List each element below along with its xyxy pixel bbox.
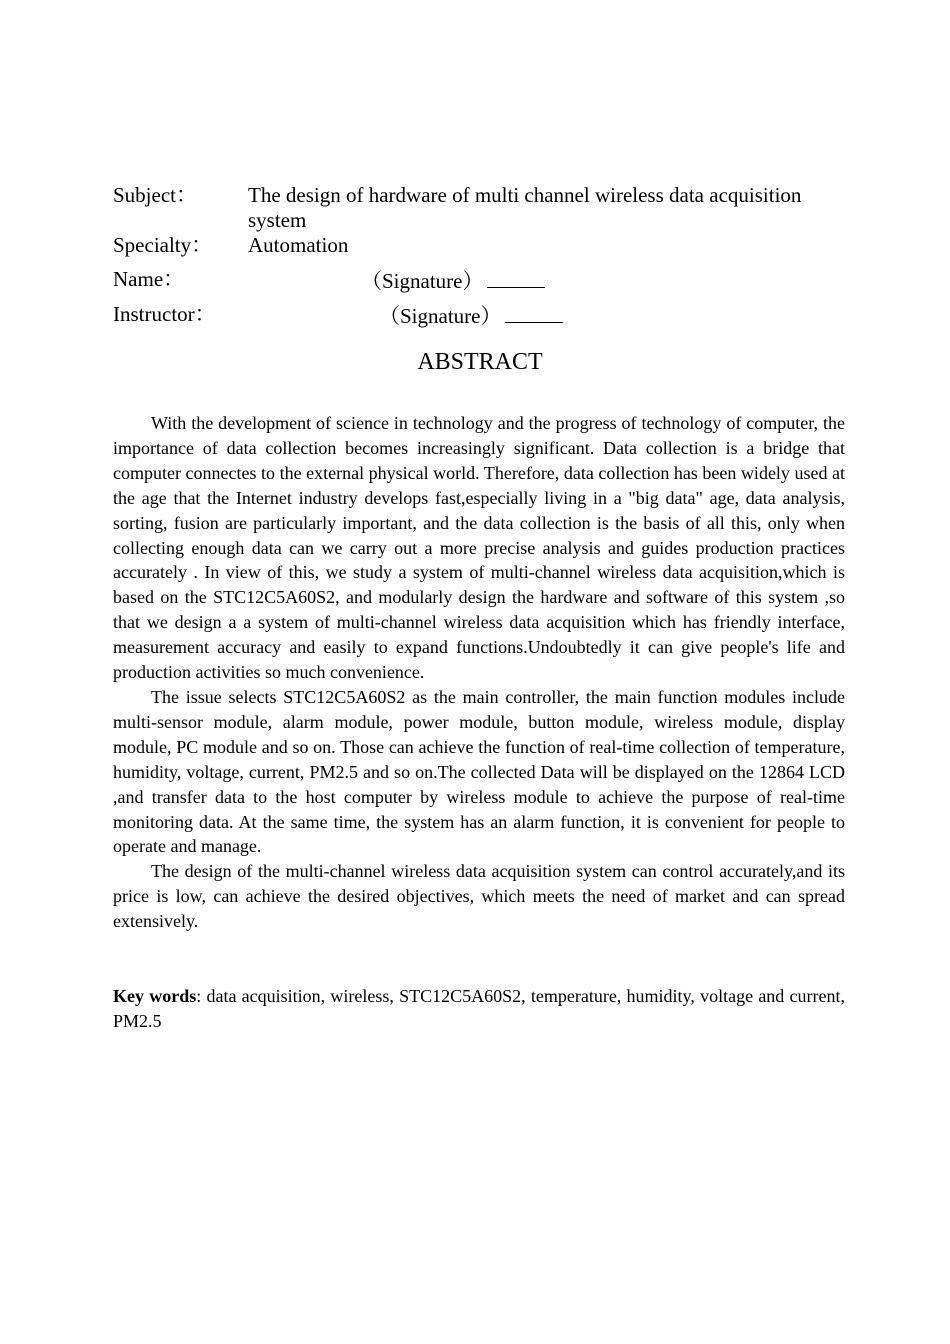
abstract-title: ABSTRACT — [417, 349, 543, 375]
instructor-signature-text: （Signature） — [379, 304, 502, 328]
subject-row — [113, 183, 853, 233]
abstract-body — [113, 411, 845, 934]
subject-label: Subject： — [113, 183, 197, 207]
instructor-label: Instructor： — [113, 302, 216, 326]
name-signature-text: （Signature） — [361, 269, 484, 293]
abstract-paragraph: The design of the multi-channel wireless data acquisition system can control accurately,and its price is low, can achieve the desired objectives, which meets the need of market and can spread extensively. — [113, 861, 845, 932]
abstract-paragraph: With the development of science in technology and the progress of technology of computer, the importance of data collection becomes increasingly significant. Data collection is a bridge that computer connectes to the external physical world. Therefore, data collection has been widely used at the age that the Internet industry develops fast,especially living in a "big data" age, data analysis, sorting, fusion are particularly important, and the data collection is the basis of all this, only when collecting enough data can we carry out a more precise analysis and guides production practices accurately . In view of this, we study a system of multi-channel wireless data acquisition,which is based on the STC12C5A60S2, and modularly design the hardware and software of this system ,so that we design a a system of multi-channel wireless data acquisition which has friendly interface, measurement accuracy and easily to expand functions.Undoubtedly it can give people's life and production activities so much convenience. — [113, 413, 845, 683]
specialty-label: Specialty： — [113, 233, 213, 257]
name-label: Name： — [113, 267, 185, 291]
keywords-text: : data acquisition, wireless, STC12C5A60S2, temperature, humidity, voltage and current, PM2.5 — [113, 986, 846, 1031]
keywords-label: Key words — [113, 986, 197, 1006]
subject-value: The design of hardware of multi channel wireless data acquisition system — [248, 183, 802, 232]
name-signature-line — [487, 267, 545, 288]
instructor-signature-line — [505, 302, 563, 323]
specialty-value: Automation — [248, 233, 349, 257]
name-signature — [361, 267, 545, 294]
abstract-paragraph: The issue selects STC12C5A60S2 as the main controller, the main function modules include multi-sensor module, alarm module, power module, button module, wireless module, display module, PC module and so on. Those can achieve the function of real-time collection of temperature, humidity, voltage, current, PM2.5 and so on.The collected Data will be displayed on the 12864 LCD ,and transfer data to the host computer by wireless module to achieve the purpose of real-time monitoring data. At the same time, the system has an alarm function, it is convenient for people to operate and manage. — [113, 686, 845, 857]
instructor-signature — [379, 302, 563, 329]
keywords — [113, 984, 845, 1034]
